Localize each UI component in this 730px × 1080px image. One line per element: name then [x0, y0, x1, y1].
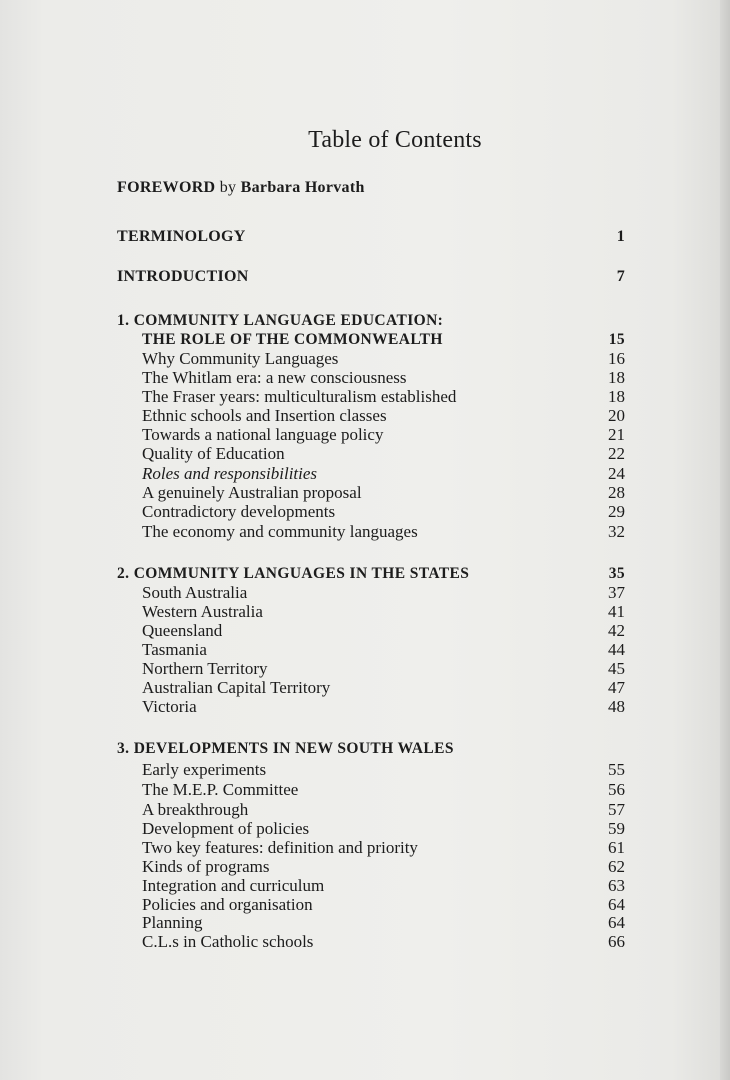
chapter-1-heading	[117, 311, 625, 331]
toc-section-page: 22	[608, 444, 625, 463]
toc-section-page: 57	[608, 800, 625, 819]
chapter-heading-label: 1. COMMUNITY LANGUAGE EDUCATION:	[117, 312, 444, 329]
toc-section-page: 44	[608, 640, 625, 659]
toc-section-page: 45	[608, 659, 625, 678]
toc-section	[142, 760, 625, 780]
toc-section-page: 20	[608, 406, 625, 425]
toc-section-label: A genuinely Australian proposal	[142, 483, 362, 502]
toc-section	[142, 876, 625, 896]
toc-section	[142, 800, 625, 820]
toc-section	[142, 349, 625, 369]
toc-section-label: Victoria	[142, 697, 197, 716]
toc-section-label: Early experiments	[142, 760, 267, 779]
toc-section	[142, 857, 625, 877]
toc-section-page: 18	[608, 368, 625, 387]
toc-section-label: Two key features: definition and priority	[142, 838, 418, 857]
toc-section-page: 55	[608, 760, 625, 779]
toc-entry-foreword	[117, 178, 625, 198]
toc-section-page: 18	[608, 387, 625, 406]
toc-section-label: South Australia	[142, 583, 248, 602]
toc-section-label: Tasmania	[142, 640, 207, 659]
chapter-heading-page: 35	[608, 565, 625, 582]
toc-section-page: 47	[608, 678, 625, 697]
chapter-3-heading	[117, 739, 625, 759]
toc-section	[142, 464, 625, 484]
toc-entry-page: 7	[616, 268, 625, 285]
toc-section-label: Roles and responsibilities	[142, 464, 318, 483]
toc-section-page: 63	[608, 876, 625, 895]
toc-section	[142, 819, 625, 839]
toc-section-label: Quality of Education	[142, 444, 285, 463]
toc-section-label: Queensland	[142, 621, 223, 640]
chapter-heading-page: 15	[608, 331, 625, 348]
toc-section-label: The Fraser years: multiculturalism established	[142, 387, 457, 406]
toc-section-page: 41	[608, 602, 625, 621]
toc-section	[142, 659, 625, 679]
toc-section	[142, 678, 625, 698]
toc-section	[142, 621, 625, 641]
toc-entry-introduction	[117, 267, 625, 287]
toc-section	[142, 406, 625, 426]
toc-section-label: Australian Capital Territory	[142, 678, 331, 697]
toc-section	[142, 522, 625, 542]
chapter-heading-label: THE ROLE OF THE COMMONWEALTH	[142, 331, 443, 348]
toc-section-page: 59	[608, 819, 625, 838]
toc-entry-terminology	[117, 227, 625, 247]
toc-section-label: Policies and organisation	[142, 895, 313, 914]
toc-section-label: Western Australia	[142, 602, 263, 621]
toc-section-label: A breakthrough	[142, 800, 249, 819]
toc-section-page: 62	[608, 857, 625, 876]
toc-section-page: 66	[608, 932, 625, 951]
toc-section-page: 16	[608, 349, 625, 368]
toc-section-page: 42	[608, 621, 625, 640]
toc-section-label: The economy and community languages	[142, 522, 418, 541]
toc-section-page: 37	[608, 583, 625, 602]
toc-section	[142, 838, 625, 858]
toc-section	[142, 640, 625, 660]
toc-section-label: Ethnic schools and Insertion classes	[142, 406, 387, 425]
toc-section-label: Towards a national language policy	[142, 425, 384, 444]
chapter-2-heading	[117, 564, 625, 584]
toc-section-label: Kinds of programs	[142, 857, 270, 876]
toc-section	[142, 444, 625, 464]
toc-section-label: Planning	[142, 913, 203, 932]
toc-section-page: 61	[608, 838, 625, 857]
page-title: Table of Contents	[308, 127, 482, 153]
toc-section	[142, 602, 625, 622]
toc-section-page: 24	[608, 464, 625, 483]
toc-section	[142, 483, 625, 503]
toc-section-page: 48	[608, 697, 625, 716]
toc-section-label: Integration and curriculum	[142, 876, 325, 895]
toc-section-label: Development of policies	[142, 819, 310, 838]
toc-entry-page: 1	[616, 228, 625, 245]
toc-entry-label: FOREWORD by Barbara Horvath	[117, 179, 365, 196]
chapter-1-heading-cont	[142, 330, 625, 350]
toc-section-page: 29	[608, 502, 625, 521]
toc-section	[142, 913, 625, 933]
toc-section-page: 56	[608, 780, 625, 799]
page-gutter-shadow	[720, 0, 730, 1080]
toc-section-label: The Whitlam era: a new consciousness	[142, 368, 407, 387]
toc-section-label: Why Community Languages	[142, 349, 339, 368]
toc-section-label: C.L.s in Catholic schools	[142, 932, 314, 951]
chapter-heading-label: 3. DEVELOPMENTS IN NEW SOUTH WALES	[117, 740, 454, 757]
toc-section-page: 28	[608, 483, 625, 502]
toc-section	[142, 387, 625, 407]
toc-entry-label: TERMINOLOGY	[117, 228, 246, 245]
toc-section	[142, 583, 625, 603]
toc-section-page: 64	[608, 895, 625, 914]
toc-section	[142, 780, 625, 800]
toc-section-page: 32	[608, 522, 625, 541]
toc-section-label: Contradictory developments	[142, 502, 336, 521]
toc-section-label: The M.E.P. Committee	[142, 780, 299, 799]
toc-section	[142, 425, 625, 445]
toc-section-page: 64	[608, 913, 625, 932]
toc-section	[142, 368, 625, 388]
toc-section-page: 21	[608, 425, 625, 444]
toc-section	[142, 502, 625, 522]
toc-entry-label: INTRODUCTION	[117, 268, 249, 285]
toc-section	[142, 697, 625, 717]
toc-section	[142, 895, 625, 915]
toc-section-label: Northern Territory	[142, 659, 268, 678]
toc-section	[142, 932, 625, 952]
chapter-heading-label: 2. COMMUNITY LANGUAGES IN THE STATES	[117, 565, 470, 582]
